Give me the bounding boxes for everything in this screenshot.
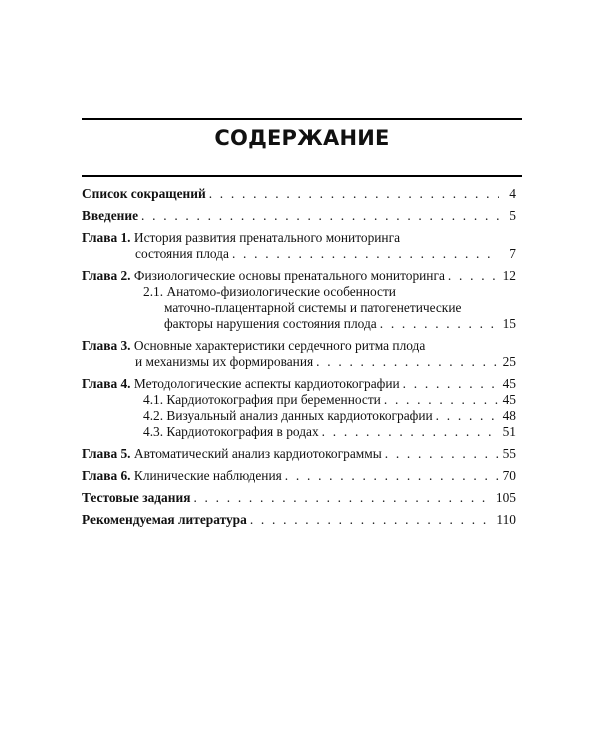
toc-label: Рекомендуемая литература: [82, 512, 247, 527]
dot-leader: [403, 376, 499, 392]
chapter-title-line: и механизмы их формирования: [135, 354, 314, 369]
dot-leader: [285, 468, 499, 484]
toc-subentry-2-1[interactable]: [82, 284, 522, 300]
subsection-title-line: маточно-плацентарной системы и патогенетические: [164, 300, 462, 315]
toc-entry-chapter-5[interactable]: [82, 446, 522, 462]
toc-entry-chapter-4[interactable]: [82, 376, 522, 440]
top-rule: [82, 118, 522, 120]
dot-leader: [316, 354, 499, 370]
toc-page: 12: [502, 268, 516, 283]
chapter-title-line: Основные характеристики сердечного ритма плода: [133, 338, 426, 353]
subsection-title: 4.3. Кардиотокография в родах: [143, 424, 319, 439]
toc-label: Тестовые задания: [82, 490, 191, 505]
chapter-prefix: Глава 4.: [82, 376, 131, 391]
subsection-title-line: факторы нарушения состояния плода: [164, 316, 377, 331]
toc-subentry-4-2[interactable]: [82, 408, 522, 424]
chapter-title-line: состояния плода: [135, 246, 229, 261]
toc-page: 15: [502, 316, 516, 331]
dot-leader: [448, 268, 499, 284]
toc-entry-chapter-6[interactable]: [82, 468, 522, 484]
toc-page: 55: [502, 446, 516, 461]
toc-label: Введение: [82, 208, 139, 223]
toc-page: 110: [496, 512, 516, 527]
subsection-title: 4.1. Кардиотокография при беременности: [143, 392, 381, 407]
chapter-title-line: Автоматический анализ кардиотокограммы: [133, 446, 382, 461]
chapter-prefix: Глава 2.: [82, 268, 131, 283]
toc-entry-introduction[interactable]: [82, 208, 522, 224]
subsection-title-line: Анатомо-физиологические особенности: [166, 284, 396, 299]
toc-page: 45: [502, 392, 516, 407]
toc-page: 45: [502, 376, 516, 391]
toc-entry-literature[interactable]: [82, 512, 522, 528]
toc-page: 7: [509, 246, 516, 261]
subsection-title: 4.2. Визуальный анализ данных кардиотокографии: [143, 408, 433, 423]
chapter-prefix: Глава 1.: [82, 230, 131, 245]
dot-leader: [436, 408, 499, 424]
chapter-title-line: Методологические аспекты кардиотокографии: [133, 376, 400, 391]
toc-entry-abbreviations[interactable]: [82, 186, 522, 202]
dot-leader: [385, 446, 499, 462]
chapter-title-line: Физиологические основы пренатального мониторинга: [133, 268, 445, 283]
chapter-prefix: Глава 6.: [82, 468, 131, 483]
chapter-prefix: Глава 5.: [82, 446, 131, 461]
toc-page: 51: [502, 424, 516, 439]
dot-leader: [250, 512, 494, 528]
toc-entry-chapter-2[interactable]: [82, 268, 522, 332]
bottom-rule: [82, 175, 522, 177]
page-title: СОДЕРЖАНИЕ: [214, 126, 390, 150]
toc-page: 4: [509, 186, 516, 201]
toc-page: 48: [502, 408, 516, 423]
toc-label: Список сокращений: [82, 186, 206, 201]
toc-entry-chapter-1[interactable]: [82, 230, 522, 262]
dot-leader: [232, 246, 499, 262]
toc-entry-chapter-3[interactable]: [82, 338, 522, 370]
toc-page: 25: [502, 354, 516, 369]
toc-entry-tests[interactable]: [82, 490, 522, 506]
chapter-prefix: Глава 3.: [82, 338, 131, 353]
dot-leader: [141, 208, 499, 224]
chapter-title-line: Клинические наблюдения: [133, 468, 282, 483]
dot-leader: [384, 392, 499, 408]
toc-subentry-4-3[interactable]: [82, 424, 522, 440]
dot-leader: [380, 316, 499, 332]
dot-leader: [209, 186, 499, 202]
chapter-title-line: История развития пренатального мониторинга: [133, 230, 401, 245]
toc-page: 70: [502, 468, 516, 483]
toc-page: 105: [495, 490, 516, 505]
dot-leader: [193, 490, 492, 506]
subsection-number: 2.1.: [143, 284, 164, 299]
toc-subentry-4-1[interactable]: [82, 392, 522, 408]
table-of-contents: [82, 186, 522, 534]
dot-leader: [322, 424, 499, 440]
toc-page: 5: [509, 208, 516, 223]
